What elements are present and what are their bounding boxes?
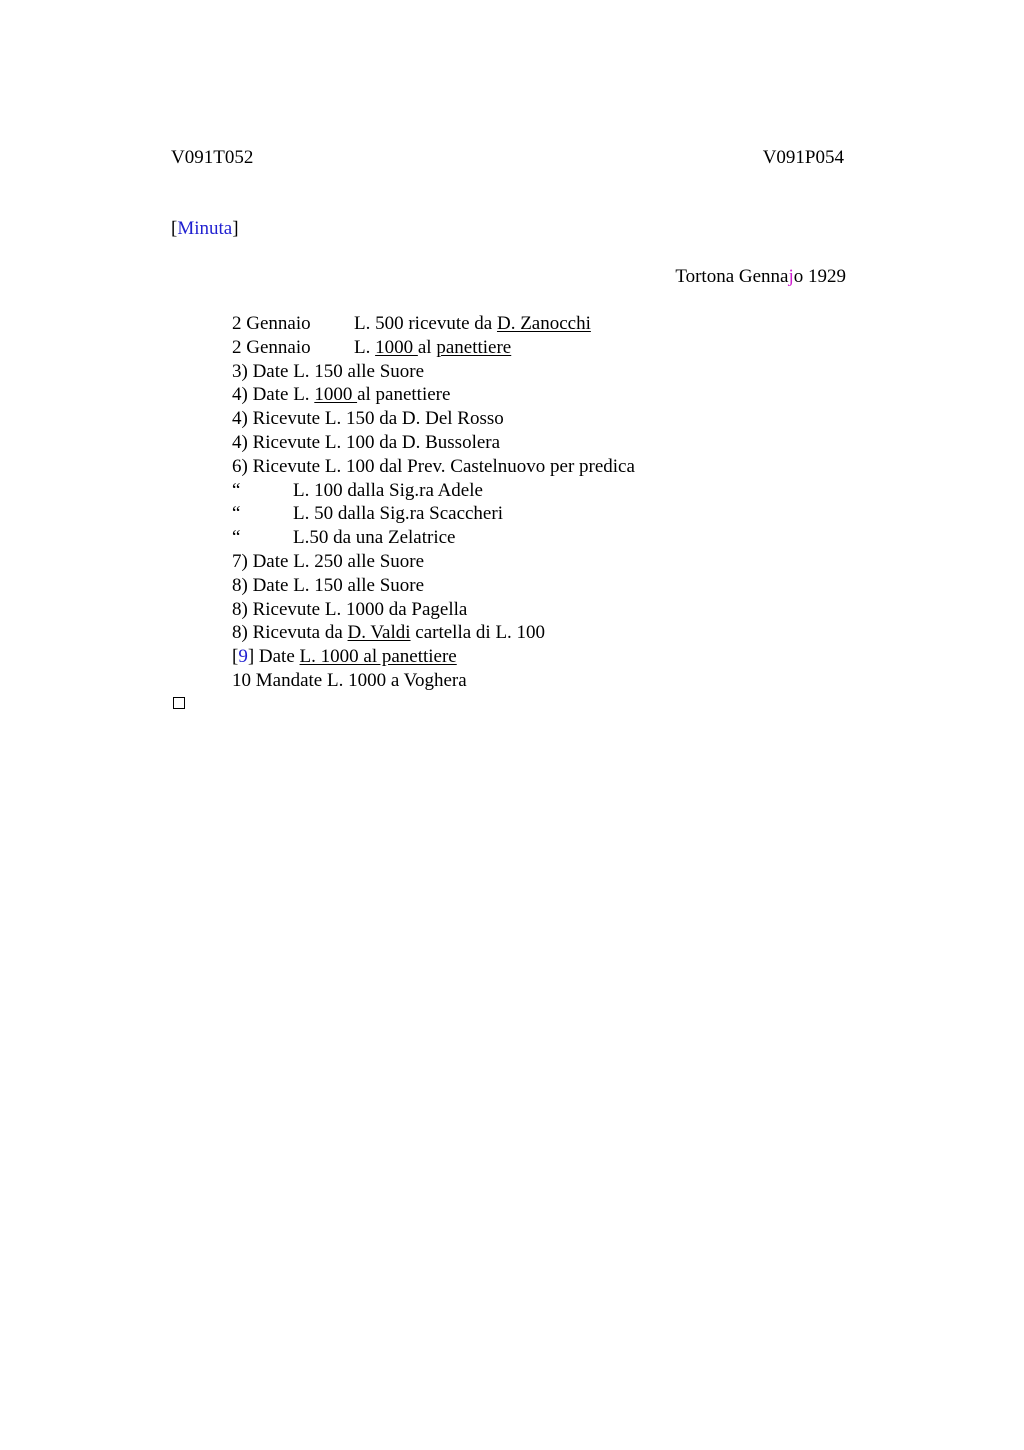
entry-text: 8) Ricevuta da [232,622,348,644]
document-type-label [171,218,239,240]
ledger-entry: 4) Ricevute L. 150 da D. Del Rosso [232,408,504,430]
dateline-part-1: Tortona Genna [675,266,789,287]
ledger-entry [232,645,635,669]
end-of-document-square-icon [173,697,185,709]
entry-text: al panettiere [357,384,451,406]
entry-text: L. [354,336,376,358]
entry-underlined-phrase: L. 1000 al panettiere [299,646,457,668]
entry-date: 2 Gennaio [232,336,311,358]
ditto-mark: “ [232,479,241,501]
bracket-close: ] [247,646,255,668]
document-code-left: V091T052 [171,147,254,168]
entry-text: L.50 da una Zelatrice [293,527,456,549]
bracket-open: [ [171,218,178,239]
entry-text: L. 50 dalla Sig.ra Scaccheri [293,503,503,525]
ledger-entry: 8) Ricevute L. 1000 da Pagella [232,598,468,620]
ledger-entry [232,336,635,360]
entry-date: 2 Gennaio [232,313,311,334]
ledger-entries [232,312,635,693]
entry-text: cartella di L. 100 [410,622,546,644]
ledger-entry: 6) Ricevute L. 100 dal Prev. Castelnuovo per predica [232,455,635,477]
ledger-entry: 4) Ricevute L. 100 da D. Bussolera [232,431,501,453]
minuta-label: Minuta [177,218,233,239]
ledger-entry: 7) Date L. 250 alle Suore [232,550,425,572]
ledger-entry: 8) Date L. 150 alle Suore [232,574,425,596]
ledger-entry: 3) Date L. 150 alle Suore [232,360,425,382]
entry-underlined-name: D. Valdi [347,622,411,644]
ledger-entry [232,312,635,336]
ditto-mark: “ [232,527,241,549]
ledger-entry [232,502,635,526]
ledger-entry [232,479,635,503]
entry-text: Date [254,646,300,668]
entry-text: L. 100 dalla Sig.ra Adele [293,479,483,501]
ledger-entry [232,621,635,645]
entry-text: 4) Date L. [232,384,315,406]
entry-text: al [417,336,437,358]
dateline-editorial-letter: j [788,266,794,287]
editorial-day-number: 9 [238,646,248,668]
place-date-line [675,266,846,288]
dateline-part-3: o 1929 [793,266,846,287]
document-code-right: V091P054 [762,147,844,168]
entry-underlined-amount: 1000 [375,336,418,358]
bracket-open: [ [232,646,239,668]
ledger-entry: 10 Mandate L. 1000 a Voghera [232,669,467,691]
ledger-entry [232,526,635,550]
ditto-mark: “ [232,503,241,525]
entry-text: L. 500 ricevute da [354,313,497,334]
entry-underlined-amount: 1000 [314,384,358,406]
bracket-close: ] [232,218,239,239]
entry-underlined-name: D. Zanocchi [496,313,591,334]
entry-underlined-word: panettiere [436,336,512,358]
ledger-entry [232,383,635,407]
